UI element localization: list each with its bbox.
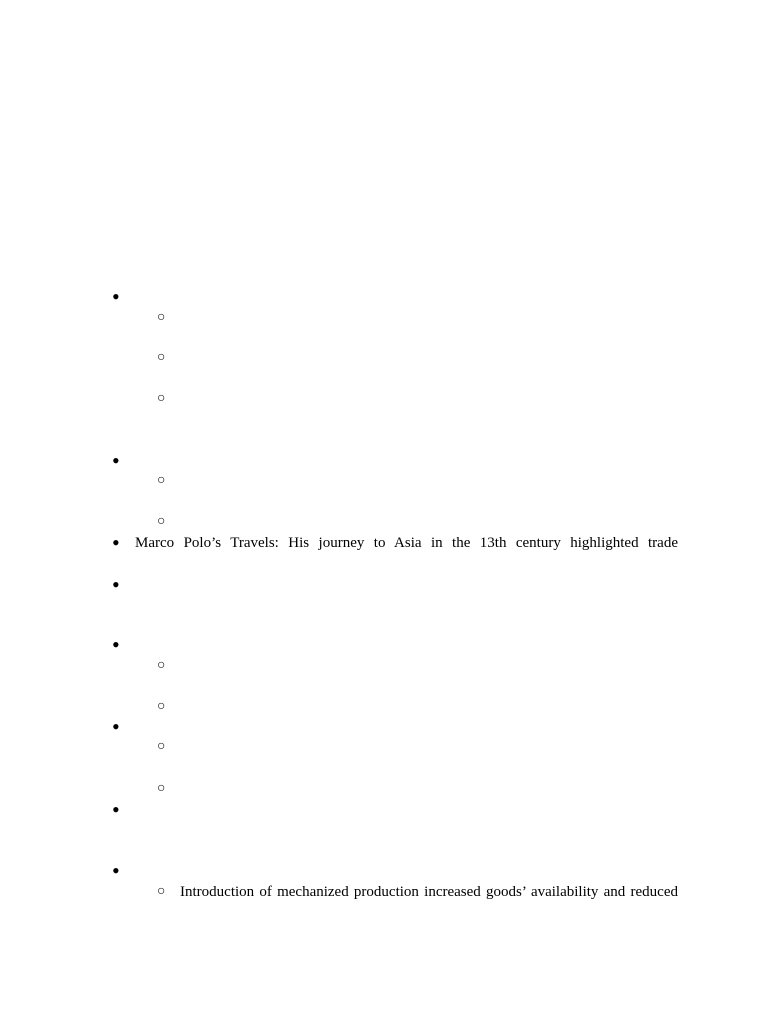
sub-bullet-marker: ○ bbox=[157, 658, 166, 673]
sub-bullet-marker: ○ bbox=[157, 310, 166, 325]
sub-bullet-marker: ○ bbox=[157, 514, 166, 529]
bullet-marker: • bbox=[112, 858, 120, 883]
bullet-marker: • bbox=[112, 797, 120, 822]
bullet-marker: • bbox=[112, 632, 120, 657]
bullet-marker: • bbox=[112, 530, 120, 555]
sub-bullet-marker: ○ bbox=[157, 473, 166, 488]
sub-bullet-marker: ○ bbox=[157, 781, 166, 796]
mechanized-production-text: Introduction of mechanized production increased goods’ availability and reduced bbox=[180, 884, 678, 900]
sub-bullet-marker: ○ bbox=[157, 884, 166, 899]
bullet-marker: • bbox=[112, 572, 120, 597]
sub-bullet-marker: ○ bbox=[157, 739, 166, 754]
sub-bullet-marker: ○ bbox=[157, 350, 166, 365]
sub-bullet-marker: ○ bbox=[157, 391, 166, 406]
marco-polo-travels-text: Marco Polo’s Travels: His journey to Asia in the 13th century highlighted trade bbox=[135, 535, 678, 551]
bullet-marker: • bbox=[112, 448, 120, 473]
bullet-marker: • bbox=[112, 284, 120, 309]
bullet-marker: • bbox=[112, 714, 120, 739]
sub-bullet-marker: ○ bbox=[157, 699, 166, 714]
